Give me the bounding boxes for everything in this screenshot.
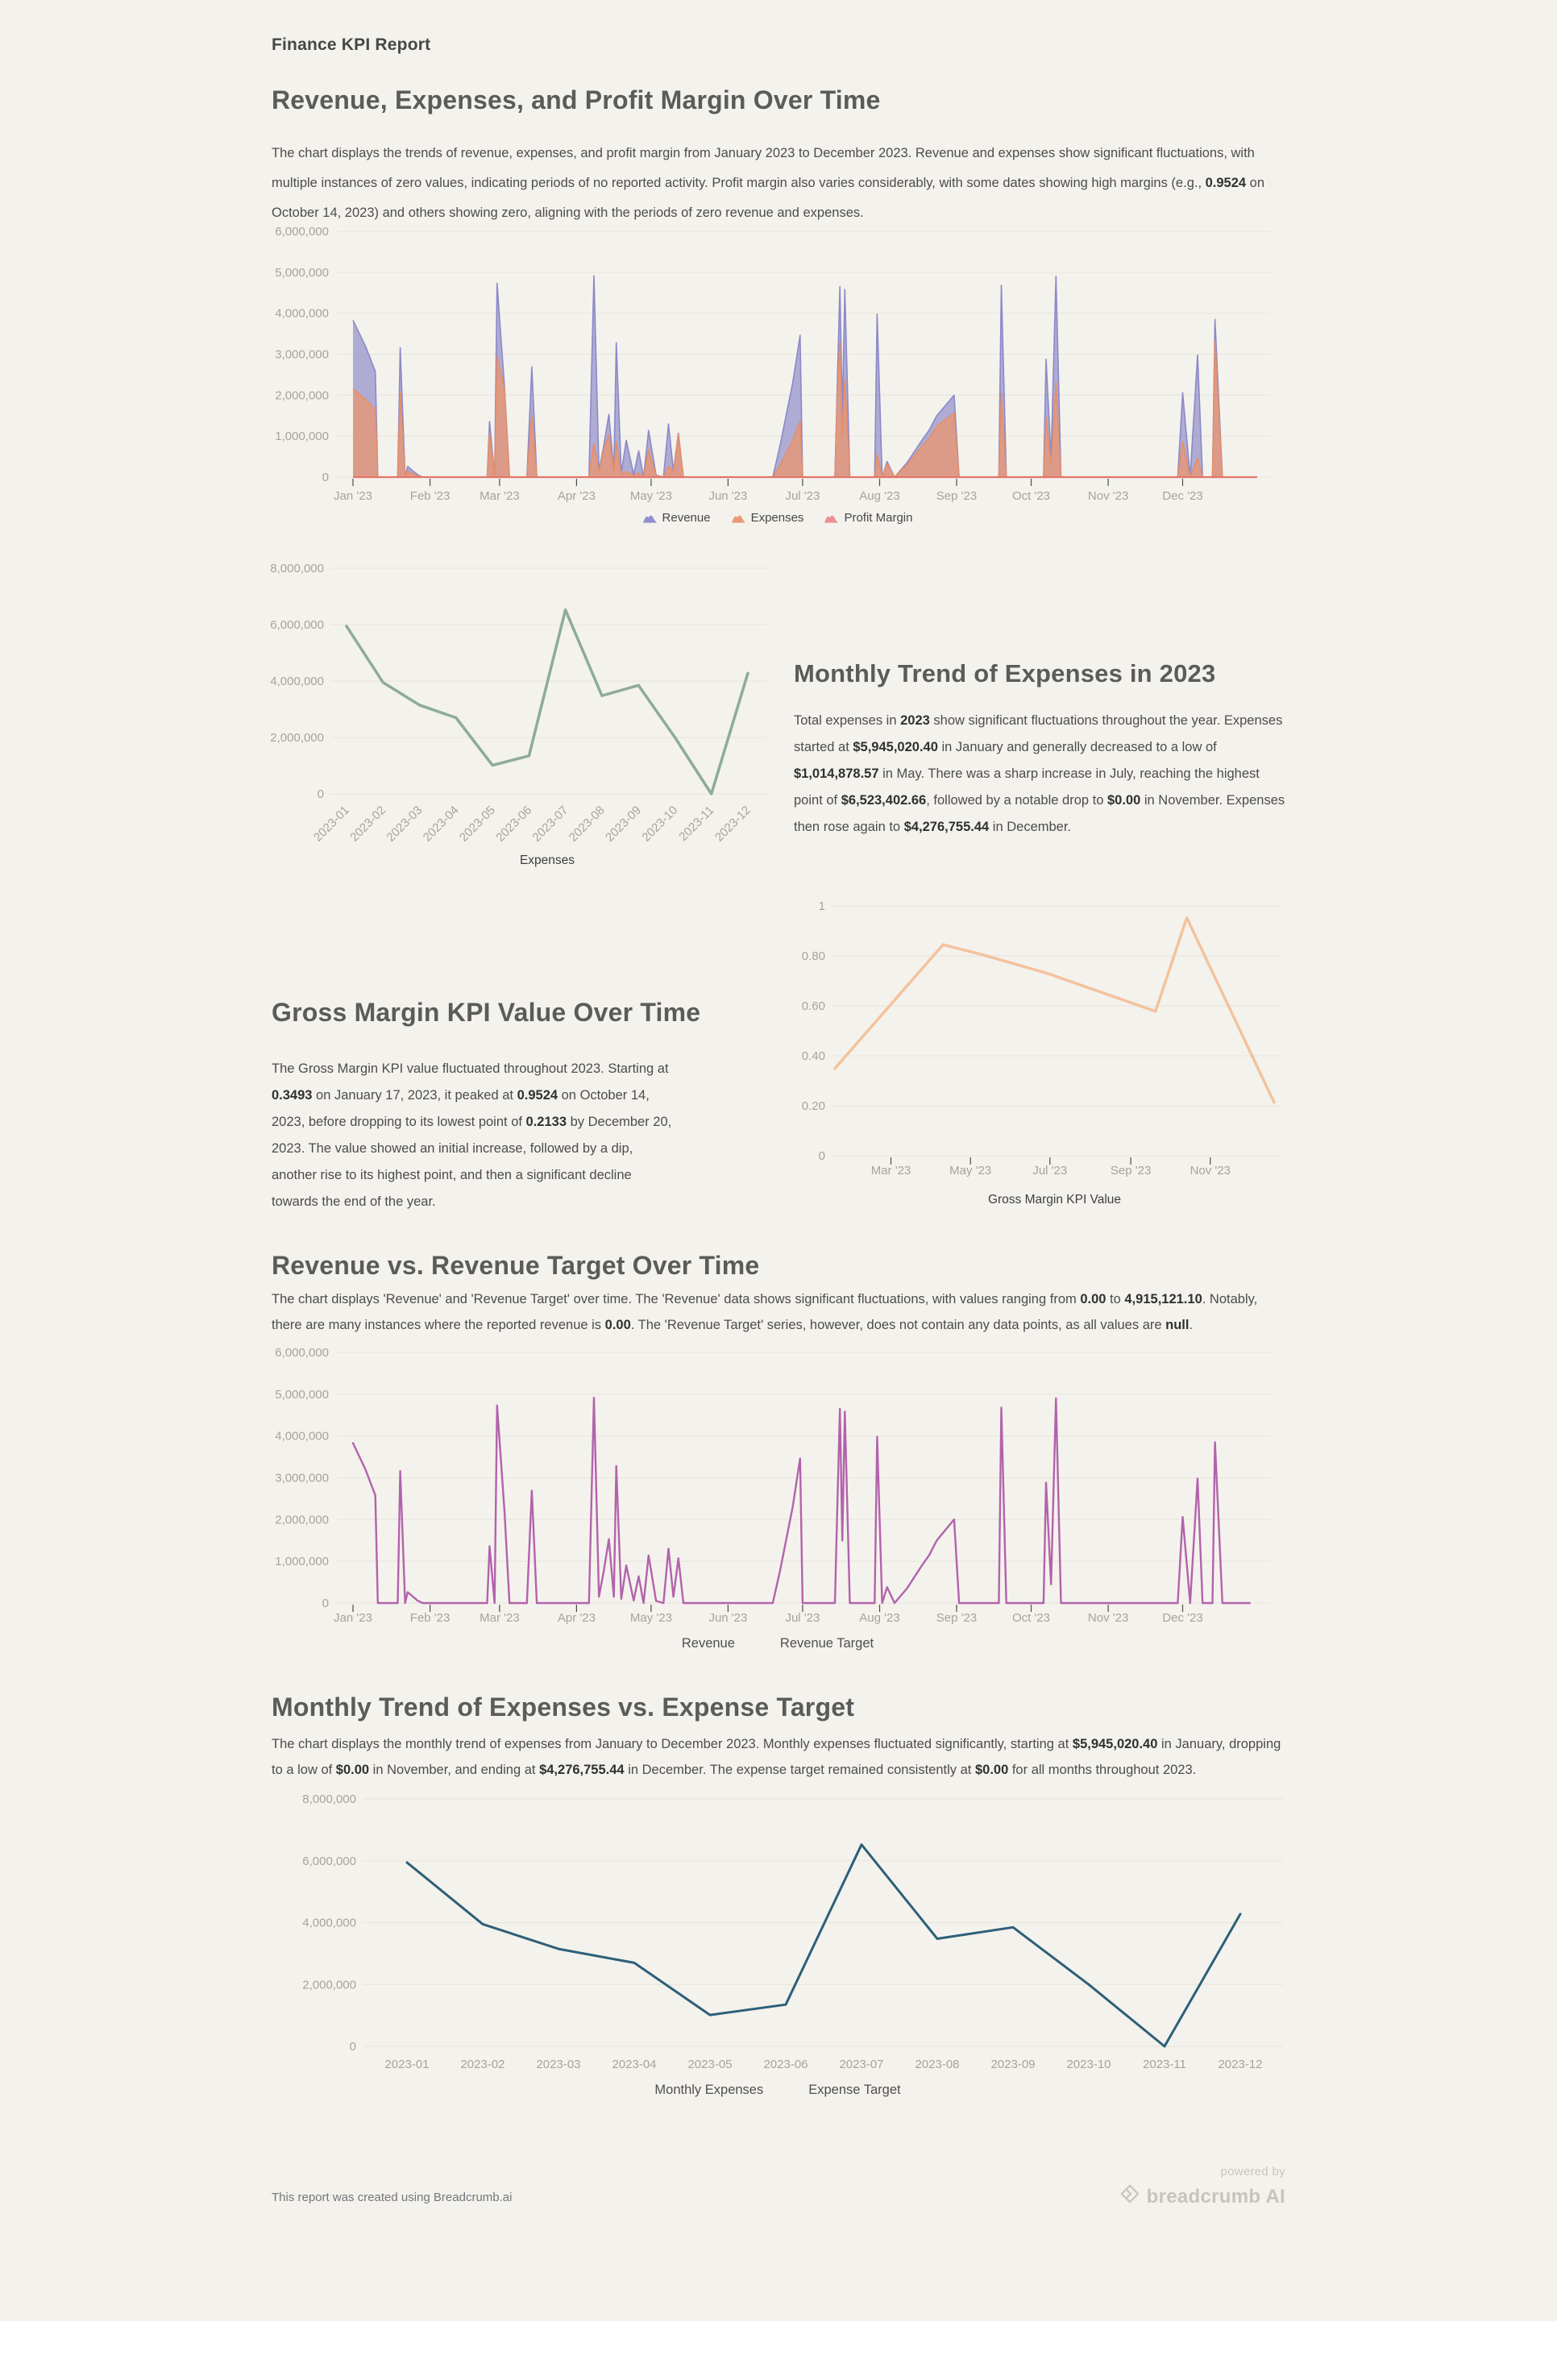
svg-text:3,000,000: 3,000,000: [275, 347, 329, 362]
footer-note: This report was created using Breadcrumb.ai: [272, 2191, 513, 2204]
svg-text:2023-06: 2023-06: [763, 2058, 808, 2071]
svg-text:2023-03: 2023-03: [384, 803, 426, 845]
revenue-vs-target-legend: [266, 1636, 1289, 1651]
legend-item-label: Revenue: [662, 511, 711, 525]
brand-link[interactable]: [1119, 2183, 1285, 2210]
breadcrumb-logo-icon: [1119, 2183, 1140, 2210]
svg-text:2023-11: 2023-11: [676, 803, 717, 844]
legend-item-revenue[interactable]: [682, 1636, 735, 1651]
svg-text:4,000,000: 4,000,000: [275, 306, 329, 321]
svg-text:8,000,000: 8,000,000: [270, 562, 324, 575]
legend-item-expenses[interactable]: [732, 511, 804, 525]
svg-text:2023-07: 2023-07: [839, 2058, 884, 2071]
svg-text:3,000,000: 3,000,000: [275, 1471, 329, 1485]
svg-text:2023-09: 2023-09: [990, 2058, 1036, 2071]
svg-text:Jul '23: Jul '23: [1032, 1164, 1068, 1178]
revenue-expenses-margin-area-chart: [266, 218, 1289, 516]
svg-text:8,000,000: 8,000,000: [302, 1792, 356, 1806]
svg-text:4,000,000: 4,000,000: [270, 675, 324, 688]
svg-text:2023-09: 2023-09: [603, 803, 645, 845]
svg-text:Mar '23: Mar '23: [870, 1164, 911, 1178]
legend-item-profit-margin[interactable]: [824, 511, 912, 525]
svg-text:2023-12: 2023-12: [712, 803, 754, 845]
svg-text:Oct '23: Oct '23: [1011, 1611, 1051, 1625]
svg-text:Jul '23: Jul '23: [785, 1611, 820, 1625]
svg-text:2023-05: 2023-05: [456, 803, 498, 845]
legend-item-label: Monthly Expenses: [654, 2083, 764, 2097]
powered-by-label: powered by: [1220, 2165, 1285, 2179]
legend-item-label: Expense Target: [808, 2083, 901, 2097]
svg-text:2023-08: 2023-08: [566, 803, 608, 845]
svg-text:Aug '23: Aug '23: [859, 489, 900, 503]
svg-text:Jul '23: Jul '23: [785, 489, 820, 503]
svg-text:0: 0: [317, 787, 324, 801]
chart-caption: Expenses: [519, 854, 575, 867]
legend-item-revenue[interactable]: [643, 511, 711, 525]
svg-text:2023-08: 2023-08: [915, 2058, 960, 2071]
svg-text:5,000,000: 5,000,000: [275, 265, 329, 280]
expenses-vs-target-line-chart: [266, 1781, 1289, 2081]
area-chart-legend: [266, 511, 1289, 525]
svg-text:2023-10: 2023-10: [639, 803, 681, 845]
svg-text:0.40: 0.40: [801, 1049, 825, 1063]
svg-text:6,000,000: 6,000,000: [275, 225, 329, 239]
svg-text:Feb '23: Feb '23: [409, 1611, 450, 1625]
svg-text:6,000,000: 6,000,000: [275, 1346, 329, 1360]
svg-text:2023-12: 2023-12: [1218, 2058, 1263, 2071]
svg-text:May '23: May '23: [629, 489, 672, 503]
legend-area-swatch-icon: [732, 513, 745, 523]
svg-text:2,000,000: 2,000,000: [275, 388, 329, 403]
svg-text:0.20: 0.20: [801, 1099, 825, 1113]
svg-text:2023-01: 2023-01: [310, 803, 352, 845]
svg-text:May '23: May '23: [629, 1611, 672, 1625]
svg-text:Nov '23: Nov '23: [1190, 1164, 1231, 1178]
legend-item-revenue-target[interactable]: [780, 1636, 874, 1651]
section-3-heading: Gross Margin KPI Value Over Time: [272, 998, 701, 1027]
legend-item-label: Revenue: [681, 1636, 735, 1651]
svg-text:2023-11: 2023-11: [1143, 2058, 1186, 2071]
svg-text:2023-05: 2023-05: [687, 2058, 733, 2071]
svg-text:Sep '23: Sep '23: [936, 489, 978, 503]
svg-text:May '23: May '23: [949, 1164, 992, 1178]
svg-text:2,000,000: 2,000,000: [275, 1513, 329, 1527]
section-5-heading: Monthly Trend of Expenses vs. Expense Target: [272, 1693, 855, 1722]
section-5-paragraph: The chart displays the monthly trend of expenses from January to December 2023. Monthly expenses fluctuated significantly, starting at $5,945,020.40 in January, dropping to a low of $0.00 in November, and ending at $4,276,755.44 in December. The expense target remained consistently at $0.00 for all months throughout 2023.: [272, 1737, 1281, 1777]
svg-text:2023-02: 2023-02: [460, 2058, 505, 2071]
svg-text:2,000,000: 2,000,000: [270, 731, 324, 745]
svg-text:1,000,000: 1,000,000: [275, 430, 329, 444]
svg-text:1: 1: [818, 899, 825, 913]
svg-text:Sep '23: Sep '23: [936, 1611, 978, 1625]
svg-text:Feb '23: Feb '23: [409, 489, 450, 503]
svg-text:2,000,000: 2,000,000: [302, 1978, 356, 1992]
svg-text:Aug '23: Aug '23: [859, 1611, 900, 1625]
svg-text:4,000,000: 4,000,000: [275, 1429, 329, 1443]
svg-text:5,000,000: 5,000,000: [275, 1387, 329, 1402]
legend-item-monthly-expenses[interactable]: [654, 2083, 763, 2098]
brand-name: breadcrumb AI: [1146, 2185, 1285, 2208]
svg-text:0.80: 0.80: [801, 949, 825, 963]
legend-item-label: Profit Margin: [844, 511, 913, 525]
svg-text:Jun '23: Jun '23: [708, 1611, 748, 1625]
svg-text:Dec '23: Dec '23: [1162, 489, 1203, 503]
svg-text:Jan '23: Jan '23: [334, 489, 372, 503]
footer-brand-block: [1119, 2165, 1285, 2210]
expenses-vs-target-legend: [266, 2083, 1289, 2098]
legend-item-label: Revenue Target: [779, 1636, 874, 1651]
report-title: Finance KPI Report: [272, 35, 431, 54]
svg-text:2023-01: 2023-01: [384, 2058, 430, 2071]
svg-text:Oct '23: Oct '23: [1011, 489, 1051, 503]
svg-text:2023-07: 2023-07: [529, 803, 571, 845]
svg-text:Jan '23: Jan '23: [334, 1611, 372, 1625]
section-3-paragraph: The Gross Margin KPI value fluctuated throughout 2023. Starting at 0.3493 on January 17, 2023, it peaked at 0.9524 on October 14, 2023, before dropping to its lowest point of 0.2133 by December 20, 2023. The value showed an initial increase, followed by a dip, another rise to its highest point, and then a significant decline towards the end of the year.: [272, 1061, 672, 1209]
svg-text:2023-10: 2023-10: [1066, 2058, 1111, 2071]
svg-text:Dec '23: Dec '23: [1162, 1611, 1203, 1625]
svg-text:2023-06: 2023-06: [493, 803, 535, 845]
svg-text:1,000,000: 1,000,000: [275, 1555, 329, 1569]
svg-text:Sep '23: Sep '23: [1110, 1164, 1152, 1178]
svg-text:4,000,000: 4,000,000: [302, 1916, 356, 1930]
svg-text:6,000,000: 6,000,000: [270, 618, 324, 632]
legend-area-swatch-icon: [824, 513, 838, 523]
gross-margin-kpi-line-chart: [790, 891, 1288, 1213]
svg-text:0: 0: [349, 2040, 356, 2054]
revenue-vs-target-line-chart: [266, 1338, 1289, 1636]
svg-text:0: 0: [322, 1597, 329, 1610]
svg-text:Nov '23: Nov '23: [1087, 1611, 1129, 1625]
legend-area-swatch-icon: [643, 513, 657, 523]
section-2-paragraph: Total expenses in 2023 show significant fluctuations throughout the year. Expenses started at $5,945,020.40 in January and generally decreased to a low of $1,014,878.57 in May. There was a sharp increase in July, reaching the highest point of $6,523,402.66, followed by a notable drop to $0.00 in November. Expenses then rose again to $4,276,755.44 in December.: [794, 713, 1285, 834]
svg-text:Jun '23: Jun '23: [708, 489, 748, 503]
svg-text:6,000,000: 6,000,000: [302, 1854, 356, 1868]
svg-text:Mar '23: Mar '23: [480, 489, 520, 503]
monthly-expenses-line-chart: [266, 556, 782, 878]
section-4-heading: Revenue vs. Revenue Target Over Time: [272, 1251, 760, 1280]
section-4-paragraph: The chart displays 'Revenue' and 'Revenue Target' over time. The 'Revenue' data shows significant fluctuations, with values ranging from 0.00 to 4,915,121.10. Notably, there are many instances where the reported revenue is 0.00. The 'Revenue Target' series, however, does not contain any data points, as all values are null.: [272, 1292, 1258, 1332]
svg-text:2023-03: 2023-03: [536, 2058, 581, 2071]
svg-text:2023-04: 2023-04: [420, 803, 462, 845]
svg-text:Mar '23: Mar '23: [480, 1611, 520, 1625]
svg-text:Apr '23: Apr '23: [557, 1611, 596, 1625]
svg-text:Apr '23: Apr '23: [557, 489, 596, 503]
legend-item-expense-target[interactable]: [808, 2083, 900, 2098]
section-2-heading: Monthly Trend of Expenses in 2023: [794, 659, 1216, 687]
legend-item-label: Expenses: [750, 511, 804, 525]
section-1-paragraph: The chart displays the trends of revenue, expenses, and profit margin from January 2023 to December 2023. Revenue and expenses show significant fluctuations, with multiple instances of zero values, indicating periods of no reported activity. Profit margin also varies considerably, with some dates showing high margins (e.g., 0.9524 on October 14, 2023) and others showing zero, aligning with the periods of zero revenue and expenses.: [272, 146, 1265, 220]
svg-text:Nov '23: Nov '23: [1087, 489, 1129, 503]
svg-text:2023-04: 2023-04: [612, 2058, 657, 2071]
svg-text:0.60: 0.60: [801, 999, 825, 1013]
svg-text:0: 0: [322, 471, 329, 484]
svg-text:2023-02: 2023-02: [347, 803, 389, 845]
chart-caption: Gross Margin KPI Value: [987, 1193, 1122, 1207]
svg-text:0: 0: [818, 1149, 825, 1163]
section-1-heading: Revenue, Expenses, and Profit Margin Over Time: [272, 85, 881, 114]
